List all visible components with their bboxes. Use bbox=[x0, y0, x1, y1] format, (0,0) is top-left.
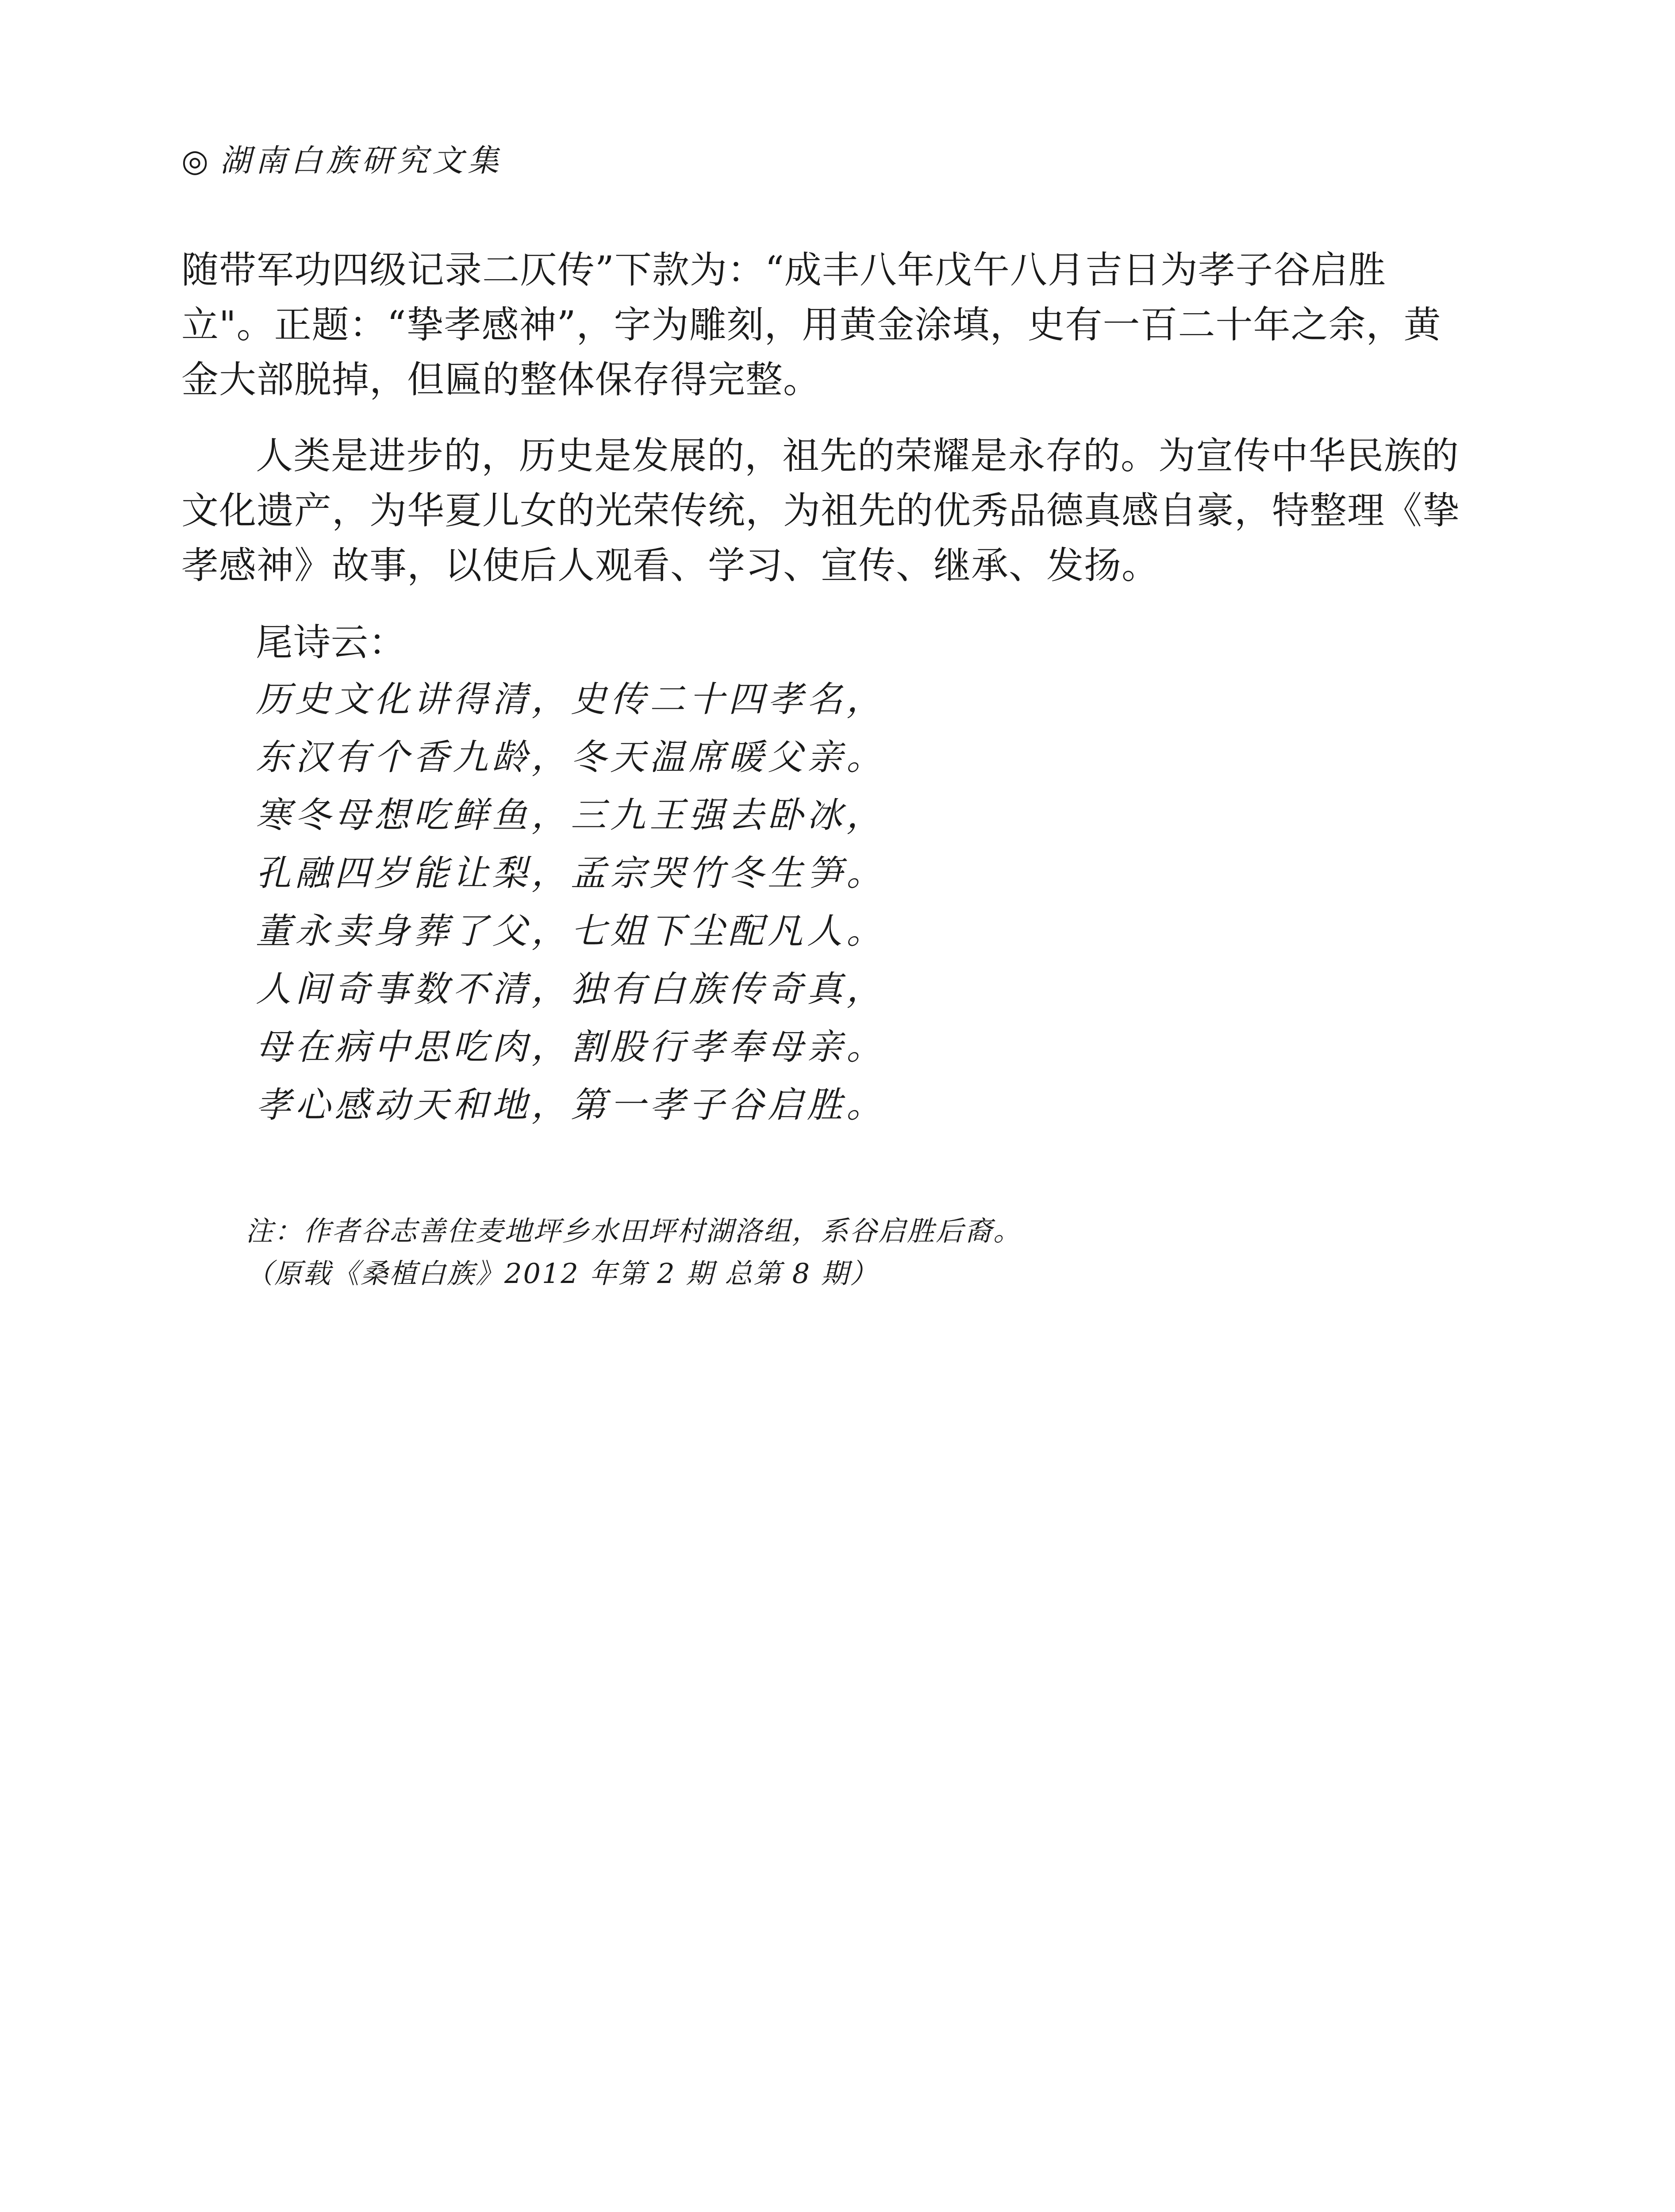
poem-line: 孝心感动天和地，第一孝子谷启胜。 bbox=[256, 1084, 886, 1125]
circle-mark-icon: ◎ bbox=[181, 142, 213, 179]
book-title: 湖南白族研究文集 bbox=[220, 142, 503, 179]
closing-poem bbox=[256, 670, 886, 1134]
running-header bbox=[181, 141, 503, 180]
author-note: 注：作者谷志善住麦地坪乡水田坪村湖洛组，系谷启胜后裔。 bbox=[246, 1215, 1022, 1247]
poem-line: 孔融四岁能让梨，孟宗哭竹冬生笋。 bbox=[256, 853, 886, 894]
paragraph-inscription: 随带军功四级记录二仄传”下款为：“成丰八年戊午八月吉日为孝子谷启胜立"。正题：“挚孝感神”，字为雕刻，用黄金涂填，史有一百二十年之余，黄金大部脱掉，但匾的整体保存得完整。 bbox=[181, 248, 1441, 401]
paragraph-poem-intro: 尾诗云： bbox=[256, 621, 407, 664]
paragraph-heritage: 人类是进步的，历史是发展的，祖先的荣耀是永存的。为宣传中华民族的文化遗产，为华夏儿女的光荣传统，为祖先的优秀品德真感自豪，特整理《挚孝感神》故事，以使后人观看、学习、宣传、继承、发扬。 bbox=[181, 434, 1460, 587]
poem-line: 寒冬母想吃鲜鱼，三九王强去卧冰， bbox=[256, 795, 886, 836]
footnotes bbox=[246, 1210, 1022, 1295]
source-note: （原载《桑植白族》2012 年第 2 期 总第 8 期） bbox=[246, 1257, 879, 1290]
poem-line: 母在病中思吃肉，割股行孝奉母亲。 bbox=[256, 1026, 886, 1068]
poem-line: 历史文化讲得清，史传二十四孝名， bbox=[256, 679, 886, 720]
poem-line: 东汉有个香九龄，冬天温席暖父亲。 bbox=[256, 737, 886, 778]
poem-line: 人间奇事数不清，独有白族传奇真， bbox=[256, 968, 886, 1010]
poem-line: 董永卖身葬了父，七姐下尘配凡人。 bbox=[256, 910, 886, 952]
